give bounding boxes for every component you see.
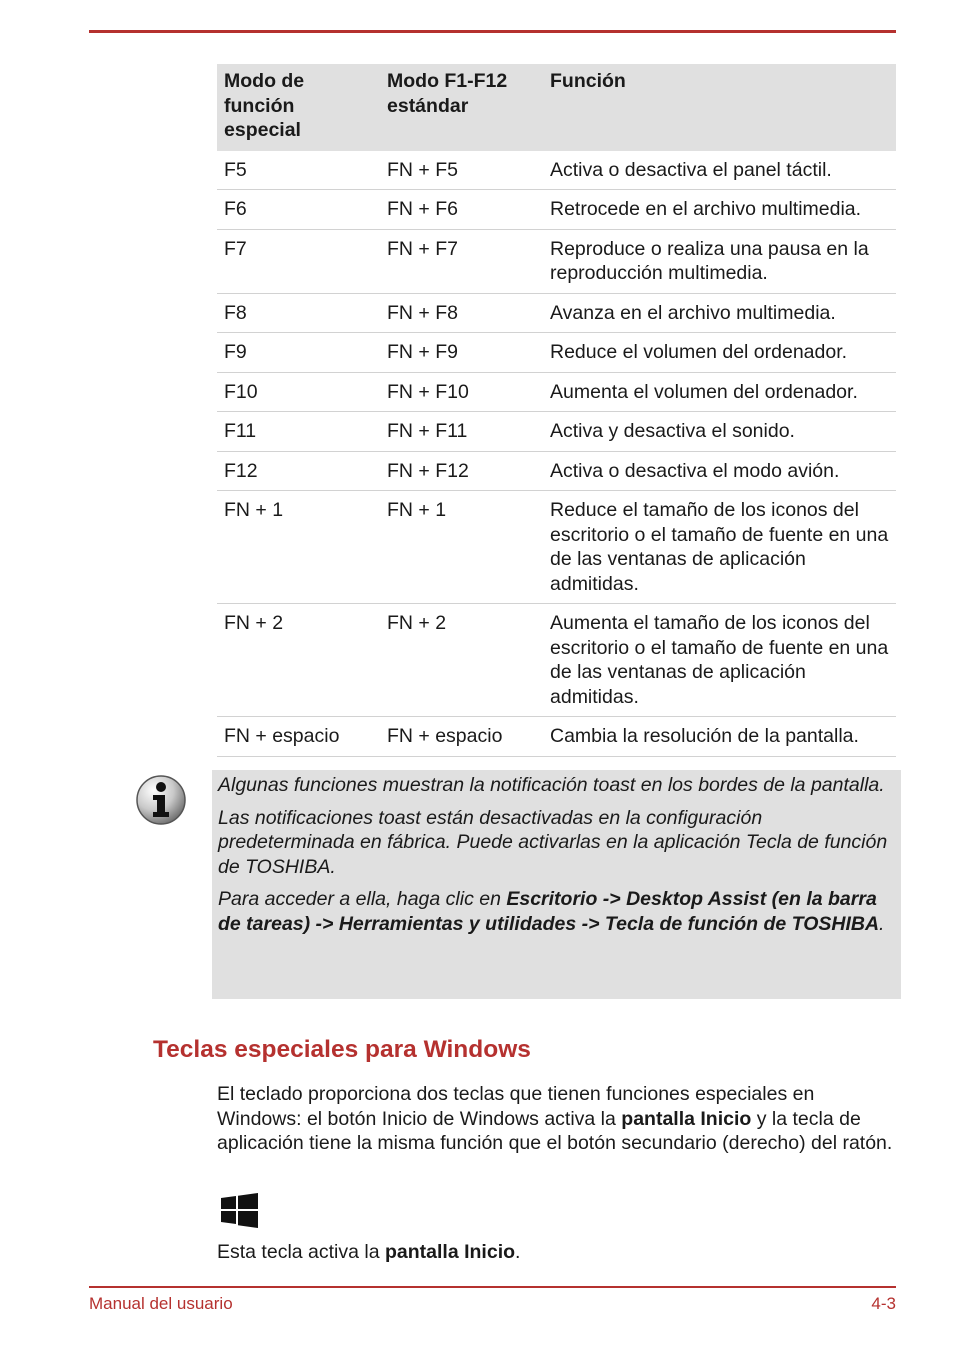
- note-paragraph-2: Las notificaciones toast están desactivadas en la configuración predeterminada en fábrica. Puede activarlas en la aplicación Tecla de función de TOSHIBA.: [218, 806, 888, 878]
- cell-special-mode: F8: [217, 293, 380, 333]
- cell-special-mode: F5: [217, 151, 380, 190]
- cell-standard-mode: FN + F7: [380, 229, 543, 293]
- caption-part-1: Esta tecla activa la: [217, 1241, 385, 1263]
- cell-standard-mode: FN + F11: [380, 412, 543, 452]
- cell-function: Aumenta el tamaño de los iconos del escritorio o el tamaño de fuente en una de las ventanas de aplicación admitidas.: [543, 604, 896, 717]
- cell-standard-mode: FN + 2: [380, 604, 543, 717]
- cell-function: Avanza en el archivo multimedia.: [543, 293, 896, 333]
- paragraph-part-1: El teclado proporciona dos teclas que tienen funciones especiales en Windows: el botón Inicio de Windows activa la: [217, 1083, 815, 1130]
- table-row: [217, 412, 896, 452]
- cell-function: Activa o desactiva el panel táctil.: [543, 151, 896, 190]
- section-paragraph: [217, 1082, 897, 1156]
- caption-bold: pantalla Inicio: [385, 1241, 516, 1263]
- table-header-row: [217, 64, 896, 151]
- table-row: [217, 229, 896, 293]
- cell-function: Cambia la resolución de la pantalla.: [543, 717, 896, 757]
- cell-standard-mode: FN + 1: [380, 491, 543, 604]
- table-row: [217, 151, 896, 190]
- cell-standard-mode: FN + F12: [380, 451, 543, 491]
- note-p3-prefix: Para acceder a ella, haga clic en: [218, 888, 507, 910]
- cell-special-mode: F12: [217, 451, 380, 491]
- table-row: [217, 190, 896, 230]
- paragraph-part-2: y la tecla de aplicación tiene la misma función que el botón secundario (derecho) del ratón.: [217, 1107, 893, 1154]
- cell-special-mode: F6: [217, 190, 380, 230]
- cell-function: Reduce el tamaño de los iconos del escritorio o el tamaño de fuente en una de las ventanas de aplicación admitidas.: [543, 491, 896, 604]
- header-function: Función: [543, 64, 896, 151]
- cell-standard-mode: FN + F6: [380, 190, 543, 230]
- note-p3-path: Escritorio -> Desktop Assist (en la barra de tareas) -> Herramientas y utilidades -> Tecla de función de TOSHIBA: [218, 888, 880, 935]
- cell-function: Activa o desactiva el modo avión.: [543, 451, 896, 491]
- table-row: [217, 491, 896, 604]
- footer-manual-title: Manual del usuario: [89, 1294, 233, 1313]
- header-special-mode: Modo de función especial: [217, 64, 380, 151]
- note-paragraph-3: [218, 887, 895, 936]
- table-row: [217, 333, 896, 373]
- table-row: [217, 372, 896, 412]
- bottom-rule: [89, 1286, 896, 1288]
- cell-standard-mode: FN + F5: [380, 151, 543, 190]
- table-row: [217, 293, 896, 333]
- note-p3-suffix: .: [879, 912, 885, 935]
- cell-special-mode: F11: [217, 412, 380, 452]
- info-note: [212, 770, 901, 999]
- cell-special-mode: F7: [217, 229, 380, 293]
- cell-function: Activa y desactiva el sonido.: [543, 412, 896, 452]
- cell-special-mode: F9: [217, 333, 380, 373]
- info-icon: [135, 774, 187, 826]
- windows-key-caption: [217, 1240, 520, 1265]
- cell-special-mode: FN + 2: [217, 604, 380, 717]
- windows-logo-icon: [221, 1193, 258, 1228]
- table-row: [217, 717, 896, 757]
- caption-part-2: .: [515, 1241, 521, 1263]
- table-row: [217, 451, 896, 491]
- cell-function: Aumenta el volumen del ordenador.: [543, 372, 896, 412]
- header-standard-mode: Modo F1-F12 estándar: [380, 64, 543, 151]
- cell-standard-mode: FN + F9: [380, 333, 543, 373]
- cell-special-mode: F10: [217, 372, 380, 412]
- top-rule: [89, 30, 896, 33]
- cell-standard-mode: FN + F8: [380, 293, 543, 333]
- footer-page-number: 4-3: [871, 1294, 896, 1313]
- cell-function: Reproduce o realiza una pausa en la reproducción multimedia.: [543, 229, 896, 293]
- cell-special-mode: FN + espacio: [217, 717, 380, 757]
- cell-function: Retrocede en el archivo multimedia.: [543, 190, 896, 230]
- table-row: [217, 604, 896, 717]
- cell-function: Reduce el volumen del ordenador.: [543, 333, 896, 373]
- cell-standard-mode: FN + espacio: [380, 717, 543, 757]
- function-keys-table: [217, 64, 896, 757]
- cell-standard-mode: FN + F10: [380, 372, 543, 412]
- section-title: Teclas especiales para Windows: [153, 1036, 531, 1063]
- cell-special-mode: FN + 1: [217, 491, 380, 604]
- note-paragraph-1: Algunas funciones muestran la notificación toast en los bordes de la pantalla.: [218, 774, 885, 796]
- paragraph-bold: pantalla Inicio: [621, 1107, 752, 1130]
